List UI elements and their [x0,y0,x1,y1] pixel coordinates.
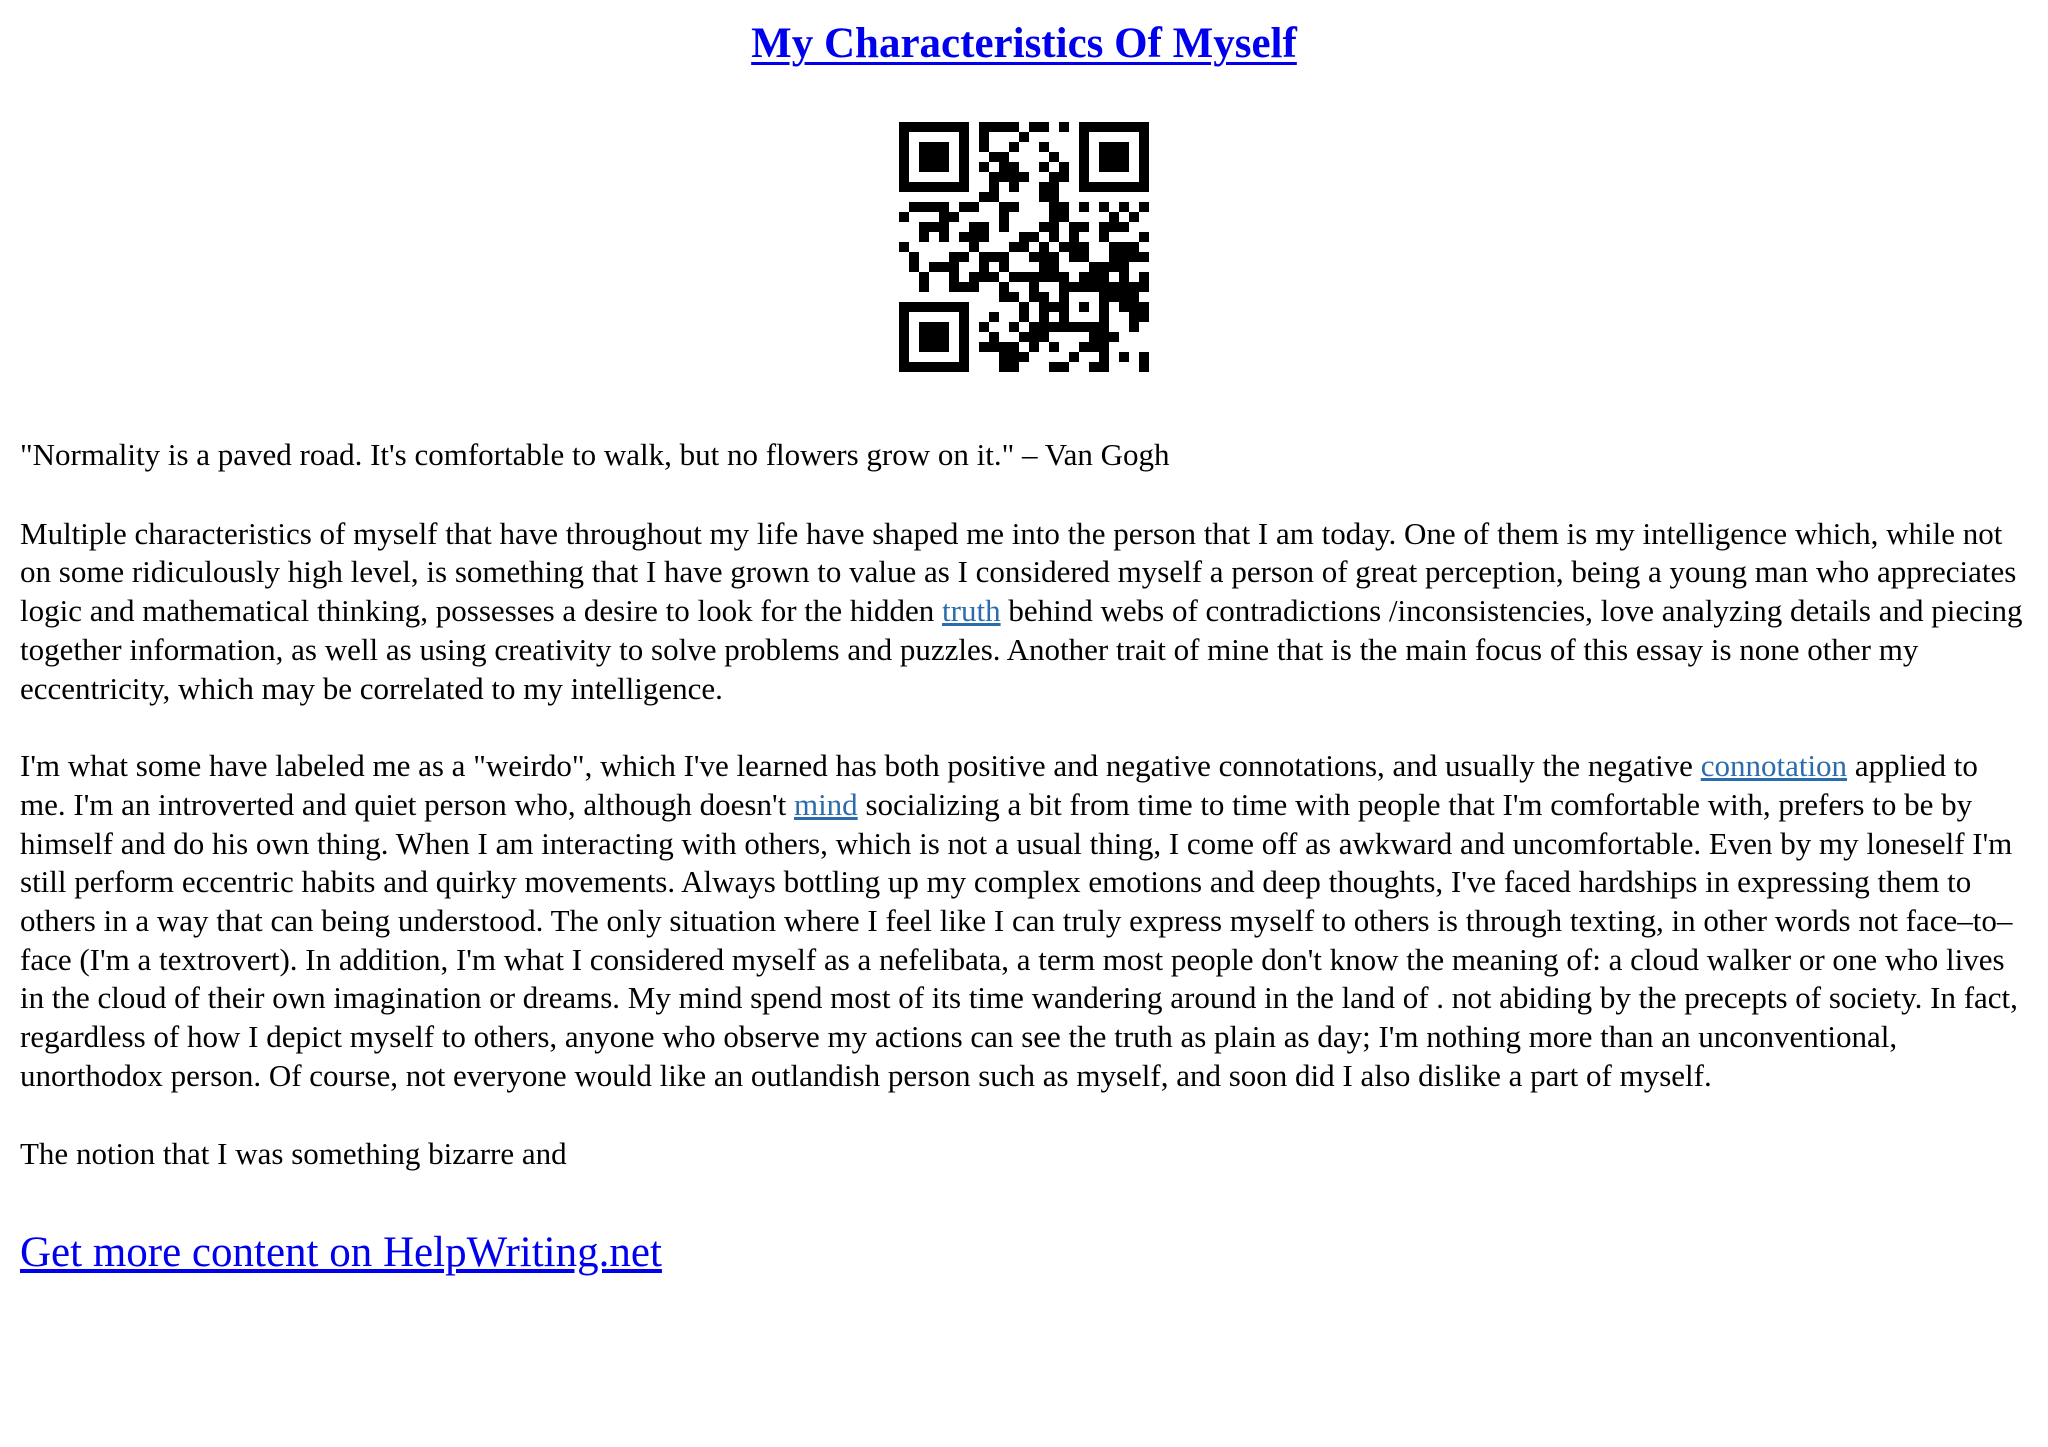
document-page [20,0,2028,1279]
paragraph-2-text-c: socializing a bit from time to time with people that I'm comfortable with, prefers to be by himself and do his own thing. When I am interacting with others, which is not a usual thing, I come off as awkward and uncomfortable. Even by my loneself I'm still perform eccentric habits and quirky movements. Always bottling up my complex emotions and deep thoughts, I've faced hardships in expressing them to others in a way that can being understood. The only situation where I feel like I can truly express myself to others is through texting, in other words not face–to–face (I'm a textrovert). In addition, I'm what I considered myself as a nefelibata, a term most people don't know the meaning of: a cloud walker or one who lives in the cloud of their own imagination or dreams. My mind spend most of its time wandering around in the land of . not abiding by the precepts of society. In fact, regardless of how I depict myself to others, anyone who observe my actions can see the truth as plain as day; I'm nothing more than an unconventional, unorthodox person. Of course, not everyone would like an outlandish person such as myself, and soon did I also dislike a part of myself. [20,786,2018,1093]
paragraph-1 [20,515,2028,709]
cta-container [20,1227,2028,1279]
paragraph-1-text-b: behind webs of contradictions /inconsistencies, love analyzing details and piecing together information, as well as using creativity to solve problems and puzzles. Another trait of mine that is the main focus of this essay is none other my eccentricity, which may be correlated to my intelligence. [20,593,2023,706]
paragraph-2-text-a: I'm what some have labeled me as a "weirdo", which I've learned has both positive and negative connotations, and usually the negative [20,748,1701,784]
title-container [20,18,2028,74]
truth-link[interactable]: truth [942,593,1001,629]
page-title-link[interactable]: My Characteristics Of Myself [751,20,1297,67]
paragraph-2 [20,747,2028,1095]
quote-text: "Normality is a paved road. It's comfortable to walk, but no flowers grow on it." – Van Gogh [20,437,1170,472]
connotation-link[interactable]: connotation [1700,748,1848,784]
qr-container [20,122,2028,372]
qr-code-icon [899,122,1149,372]
paragraph-2-text-b: applied to me. I'm an introverted and quiet person who, although doesn't [20,748,1978,822]
paragraph-1-text-a: Multiple characteristics of myself that have throughout my life have shaped me into the person that I am today. One of them is my intelligence which, while not on some ridiculously high level, is something that I have grown to value as I considered myself a person of great perception, being a young man who appreciates logic and mathematical thinking, possesses a desire to look for the hidden [20,515,2017,629]
helpwriting-link[interactable]: Get more content on HelpWriting.net [20,1229,662,1277]
paragraph-3: The notion that I was something bizarre and [20,1135,567,1171]
mind-link[interactable]: mind [793,786,858,822]
